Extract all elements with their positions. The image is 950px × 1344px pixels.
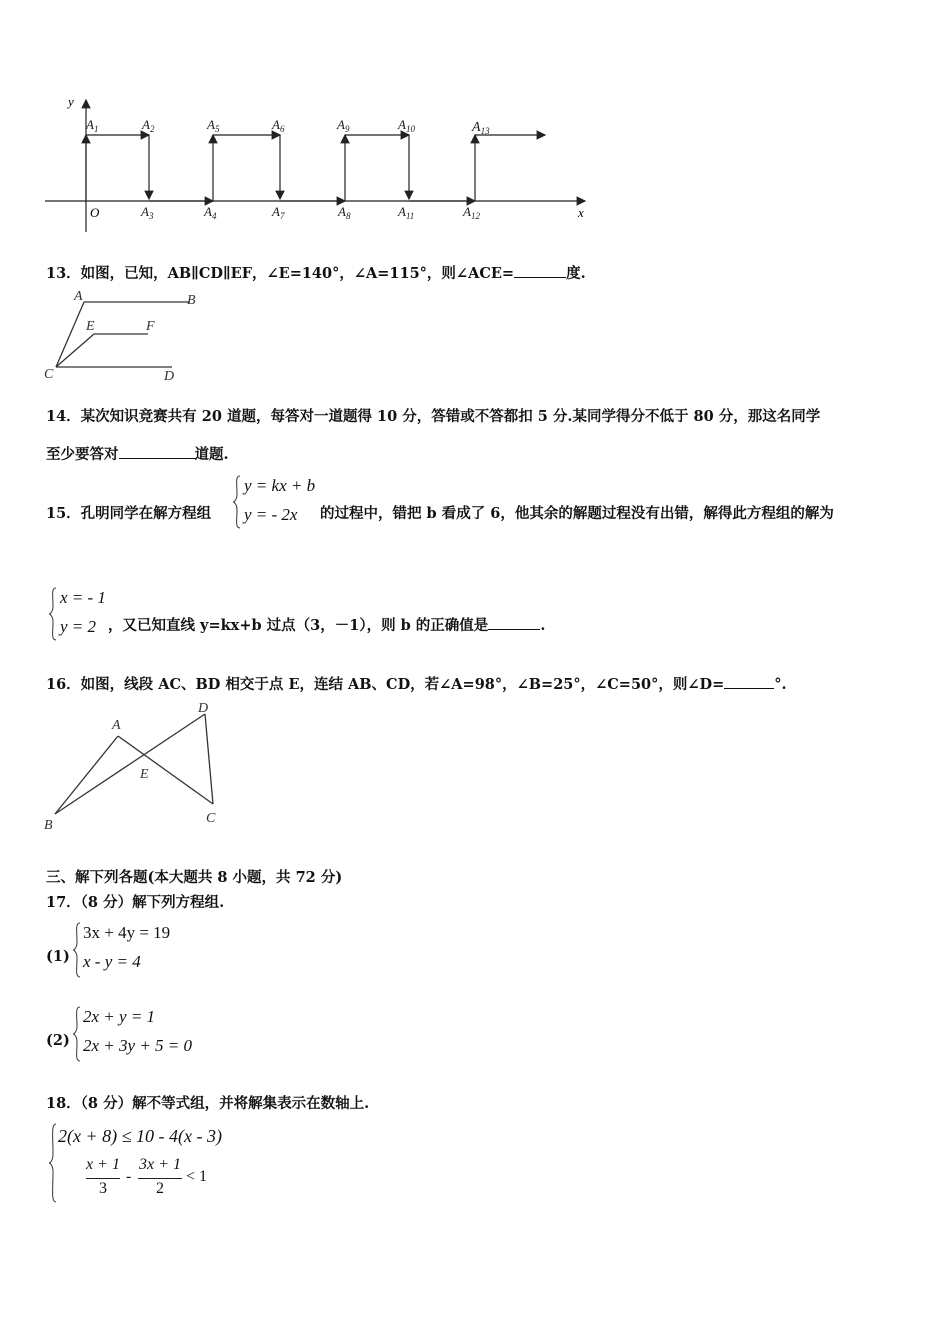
x-axis-label: x [578,205,584,220]
point-label: A [472,120,481,135]
brace-icon [232,474,242,530]
fraction-bar [138,1178,182,1179]
point-sub: 6 [279,124,285,134]
svg-text:A13 [471,120,490,136]
label-B: B [44,818,53,833]
system-eq-2: y = - 2x [244,505,298,524]
point-label: A [337,117,345,132]
question-15-prefix: 15．孔明同学在解方程组 [46,505,212,522]
question-13-suffix: 度. [566,265,586,282]
answer-blank[interactable] [119,444,195,459]
point-label: A [398,204,406,219]
svg-text:A6 [271,117,285,134]
brace-icon [48,1122,58,1204]
point-label: A [338,204,346,219]
point-sub: 8 [345,211,351,221]
system-2-eq-1: 2x + y = 1 [83,1007,156,1026]
question-15-tail [108,614,545,635]
question-14-suffix: 道题. [194,446,229,463]
equation-system-2 [72,1005,212,1063]
question-14-line2 [46,443,229,464]
point-sub: 2 [149,124,155,134]
relation: < 1 [186,1168,208,1185]
inequality-system [48,1122,268,1204]
question-14-prefix: 至少要答对 [46,446,119,463]
solution-x: x = - 1 [60,588,106,607]
question-16-text: 16．如图，线段 AC、BD 相交于点 E，连结 AB、CD，若∠A=98°，∠B=25°，∠C=50°，则∠D= [46,676,725,693]
question-16-suffix: °. [774,676,787,693]
label-A: A [74,289,83,304]
svg-text:A3 [140,204,154,221]
question-18-title: 18．（8 分）解不等式组，并将解集表示在数轴上. [46,1095,370,1112]
label-D: D [198,701,209,716]
svg-text:A9 [336,117,350,134]
label-E: E [140,767,149,782]
question-16 [46,673,787,694]
point-label: A [86,117,94,132]
answer-blank[interactable] [514,263,566,278]
question-14-line1: 14．某次知识竞赛共有 20 道题，每答对一道题得 10 分，答错或不答都扣 5 分.某同学得分不低于 80 分，那这名同学 [46,408,821,425]
section-heading: 三、解下列各题(本大题共 8 小题，共 72 分) [46,869,343,886]
fraction-1-numerator: x + 1 [86,1156,120,1173]
fraction-bar [86,1178,120,1179]
part-2-label: (2) [46,1032,70,1049]
point-sub: 12 [470,211,480,221]
point-sub: 5 [214,124,220,134]
point-sub: 13 [480,126,490,136]
label-E: E [86,319,95,334]
point-sub: 3 [148,211,154,221]
part-1-label: (1) [46,948,70,965]
minus-sign: - [126,1168,132,1185]
question-15-tail-text: ，又已知直线 y=kx+b 过点（3，－1），则 b 的正确值是 [108,617,489,634]
svg-text:A10 [397,117,415,134]
brace-icon [72,1005,82,1063]
fraction-2-denominator: 2 [156,1180,164,1197]
point-sub: 1 [93,124,99,134]
label-C: C [44,367,54,382]
svg-text:A5 [206,117,220,134]
brace-icon [72,921,82,979]
system-eq-1: y = kx + b [244,476,316,495]
point-label: A [142,117,150,132]
question-13-text: 13．如图，已知，AB∥CD∥EF，∠E=140°，∠A=115°，则∠ACE= [46,265,515,282]
equation-system-1 [72,921,192,979]
parallel-lines-figure [40,288,210,384]
label-D: D [164,369,175,384]
question-15-suffix: 的过程中，错把 b 看成了 6，他其余的解题过程没有出错，解得此方程组的解为 [320,505,834,522]
label-B: B [187,293,196,308]
point-label: A [272,204,280,219]
equation-system [232,474,322,530]
label-C: C [206,811,216,826]
label-A: A [112,718,121,733]
point-sub: 7 [279,211,285,221]
answer-blank[interactable] [724,674,774,689]
system-2-eq-2: 2x + 3y + 5 = 0 [83,1036,193,1055]
label-F: F [146,319,155,334]
point-label: A [463,204,471,219]
intersecting-segments-figure [40,698,230,834]
svg-text:A11 [397,204,414,221]
svg-text:A12 [462,204,480,221]
y-axis-label: y [68,94,74,109]
svg-text:A4 [203,204,217,221]
point-sub: 10 [405,124,415,134]
point-label: A [204,204,212,219]
inequality-1: 2(x + 8) ≤ 10 - 4(x - 3) [58,1126,222,1146]
point-sub: 11 [405,211,415,221]
point-sub: 4 [211,211,217,221]
svg-text:A8 [337,204,351,221]
system-1-eq-2: x - y = 4 [83,952,141,971]
brace-icon [48,586,58,642]
point-sub: 9 [344,124,350,134]
point-sequence-figure [40,92,600,242]
system-1-eq-1: 3x + 4y = 19 [83,923,171,942]
solution-y: y = 2 [60,617,97,636]
svg-text:A7 [271,204,285,221]
fraction-2-numerator: 3x + 1 [139,1156,181,1173]
point-label: A [398,117,406,132]
svg-text:A2 [141,117,155,134]
question-13 [46,262,586,283]
fraction-1-denominator: 3 [99,1180,107,1197]
question-15-tail-end: . [540,617,546,634]
point-label: A [272,117,280,132]
answer-blank[interactable] [488,615,540,630]
point-label: A [141,204,149,219]
svg-text:A1 [85,117,98,134]
origin-label: O [90,205,100,220]
question-17-title: 17．（8 分）解下列方程组. [46,894,225,911]
point-label: A [207,117,215,132]
